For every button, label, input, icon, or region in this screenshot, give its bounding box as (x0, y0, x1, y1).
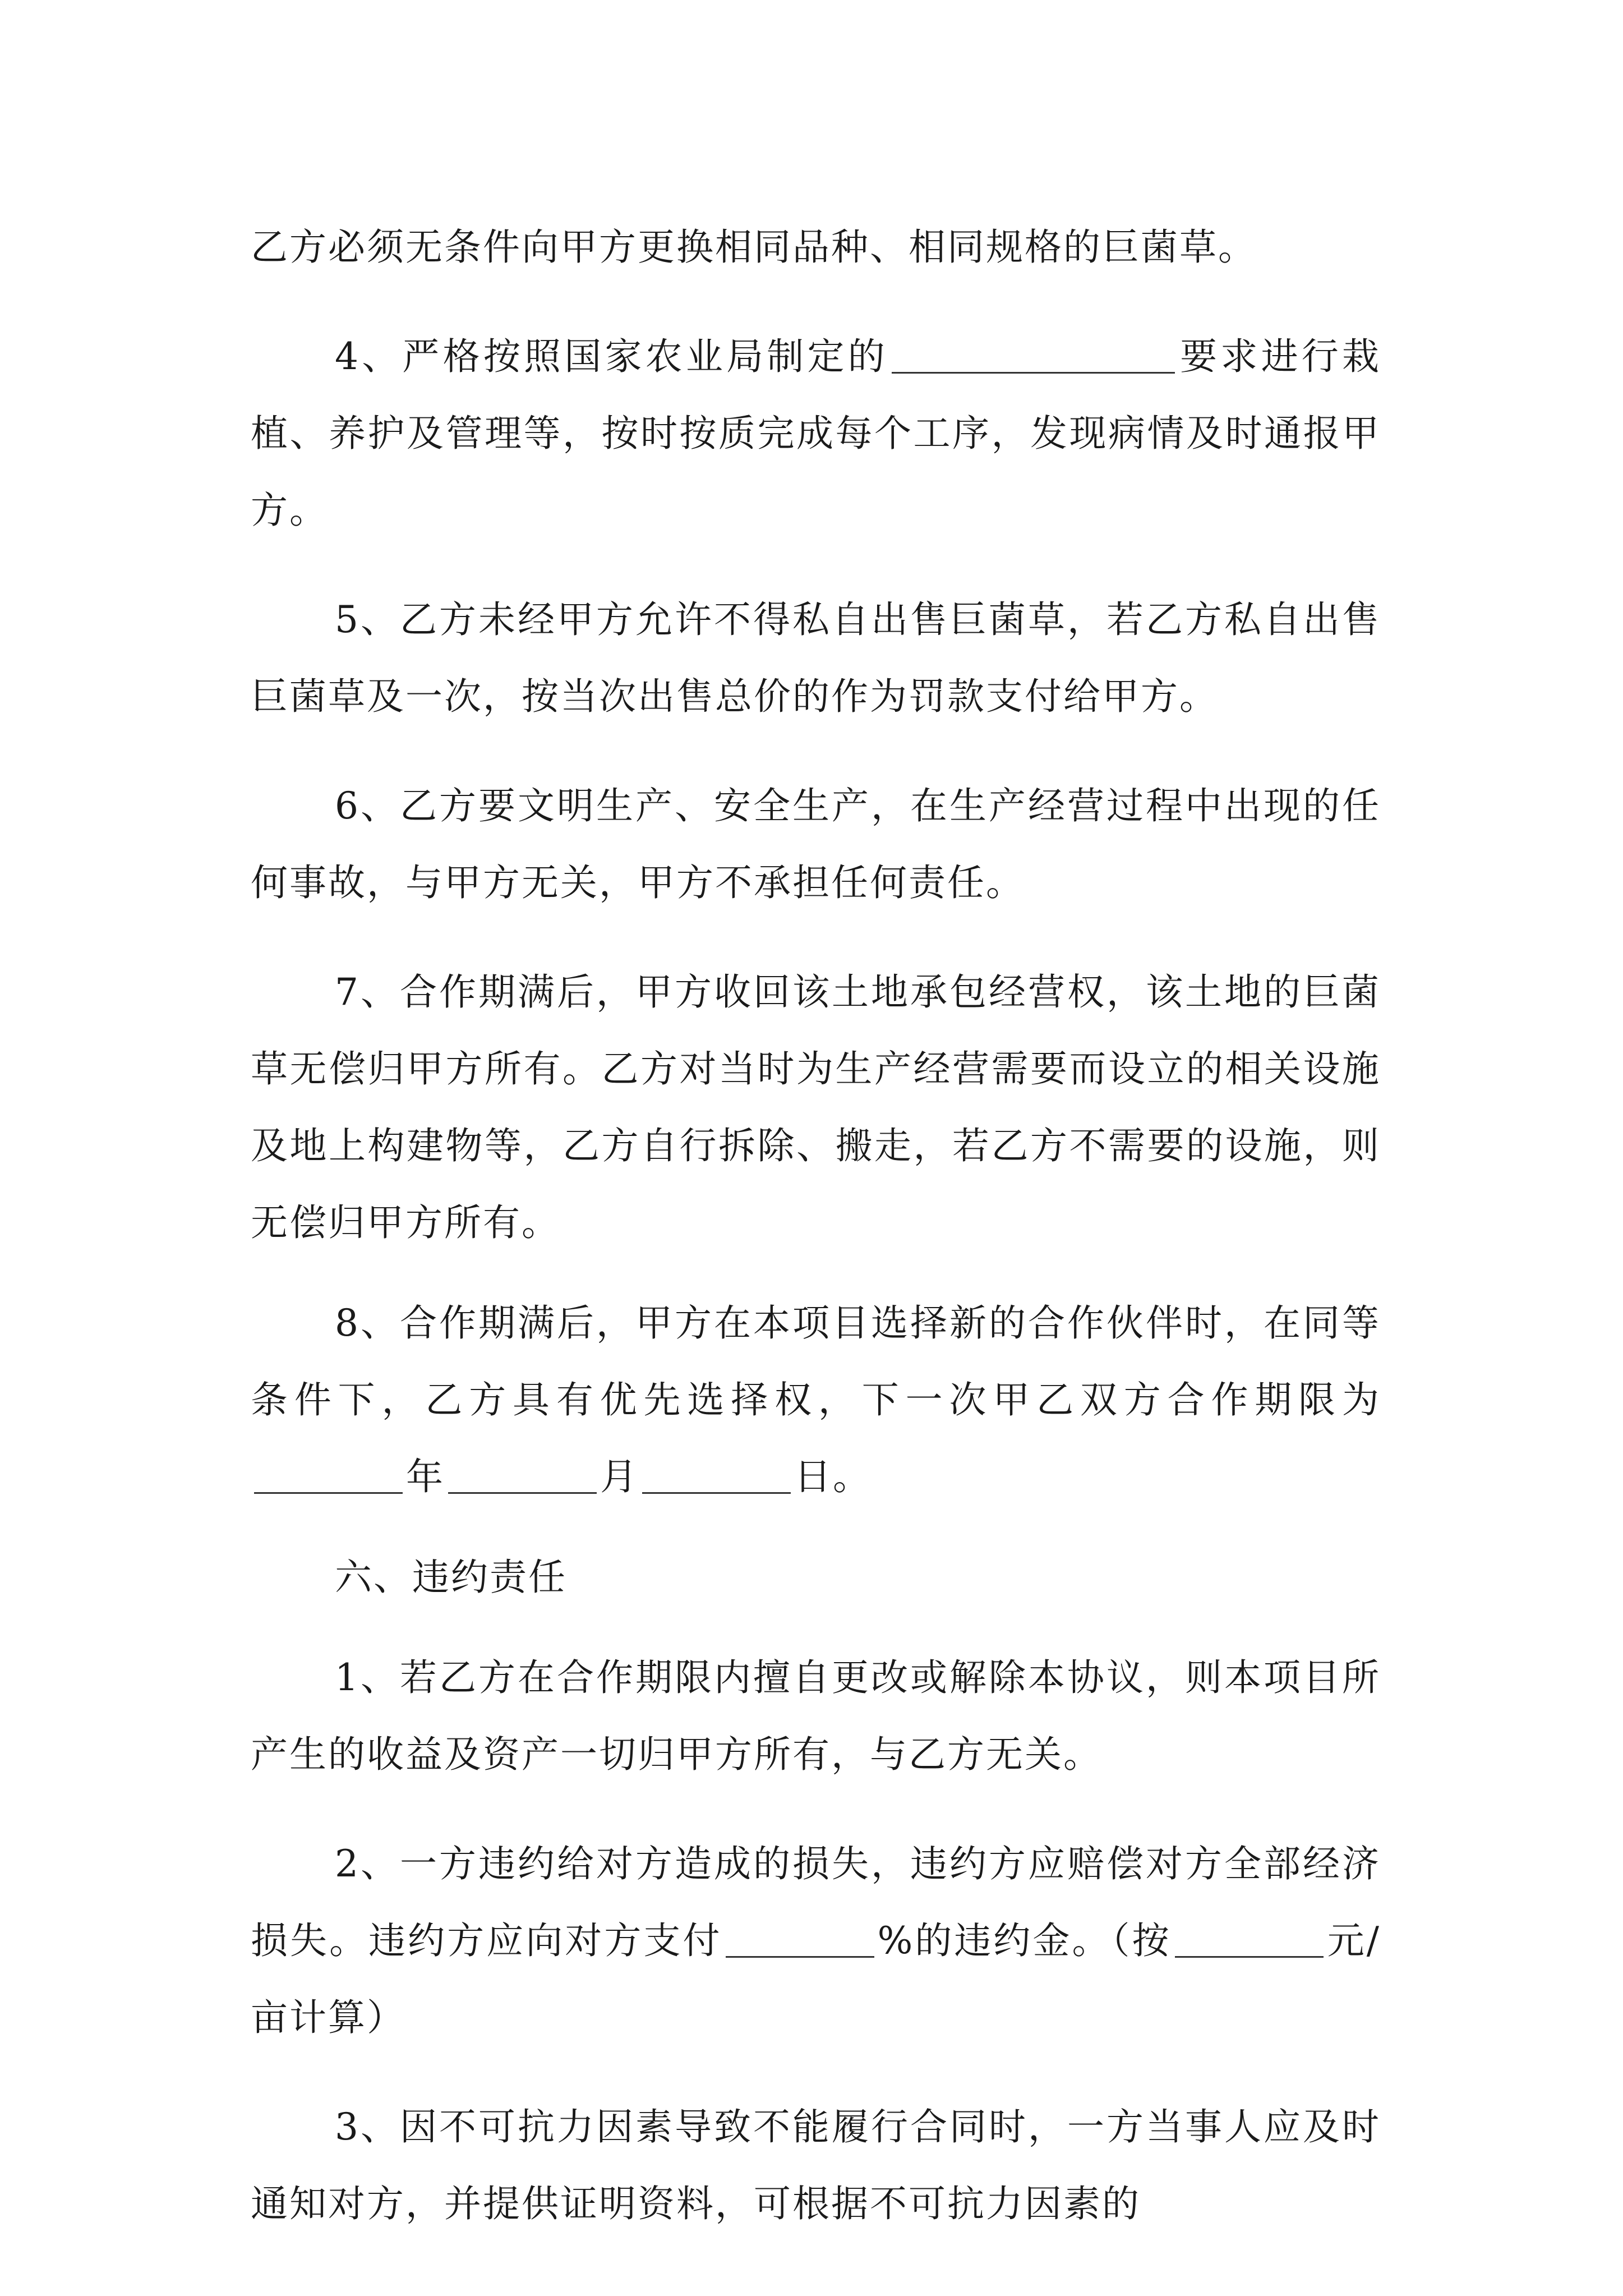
year-blank (254, 1455, 403, 1494)
month-label: 月 (600, 1455, 639, 1498)
year-label: 年 (406, 1455, 445, 1498)
clause-text: 1、若乙方在合作期限内擅自更改或解除本协议，则本项目所产生的收益及资产一切归甲方所有，与乙方无关。 (251, 1656, 1381, 1776)
penalty-clause-2 (251, 1825, 1381, 2056)
day-blank (642, 1455, 791, 1494)
clause-7 (251, 954, 1381, 1261)
clause-5 (251, 581, 1381, 735)
heading-text: 六、违约责任 (335, 1556, 567, 1599)
clause-text: 7、合作期满后，甲方收回该土地承包经营权，该土地的巨菌草无偿归甲方所有。乙方对当时为生产经营需要而设立的相关设施及地上构建物等，乙方自行拆除、搬走，若乙方不需要的设施，则无偿归甲方所有。 (251, 970, 1381, 1244)
contract-text (251, 209, 1381, 2275)
percent-blank (726, 1919, 874, 1958)
penalty-clause-3 (251, 2088, 1381, 2242)
clause-text: 6、乙方要文明生产、安全生产，在生产经营过程中出现的任何事故，与甲方无关，甲方不承担任何责任。 (251, 784, 1381, 904)
clause-text: 要求进行栽植、养护及管理等，按时按质完成每个工序，发现病情及时通报甲方。 (251, 335, 1381, 532)
paragraph-text: 乙方必须无条件向甲方更换相同品种、相同规格的巨菌草。 (251, 226, 1257, 269)
fill-in-blank (892, 335, 1175, 374)
month-blank (448, 1455, 597, 1494)
paragraph-continuation (251, 209, 1381, 286)
clause-text: 2、一方违约给对方造成的损失，违约方应赔偿对方全部经济损失。违约方应向对方支付 (251, 1842, 1381, 1962)
amount-blank (1175, 1919, 1324, 1958)
clause-text: 5、乙方未经甲方允许不得私自出售巨菌草，若乙方私自出售巨菌草及一次，按当次出售总价的作为罚款支付给甲方。 (251, 598, 1381, 718)
section-heading (251, 1539, 1381, 1616)
day-label: 日。 (794, 1455, 872, 1498)
clause-6 (251, 767, 1381, 921)
clause-4 (251, 318, 1381, 549)
penalty-clause-1 (251, 1639, 1381, 1793)
clause-text: %的违约金。（按 (877, 1919, 1172, 1962)
clause-text: 3、因不可抗力因素导致不能履行合同时，一方当事人应及时通知对方，并提供证明资料，可根据不可抗力因素的 (251, 2105, 1381, 2225)
clause-text: 8、合作期满后，甲方在本项目选择新的合作伙伴时，在同等条件下，乙方具有优先选择权，下一次甲乙双方合作期限为 (251, 1301, 1381, 1421)
clause-text: 4、严格按照国家农业局制定的 (335, 335, 888, 378)
clause-8 (251, 1285, 1381, 1515)
clause-text: 元/亩计算） (251, 1919, 1381, 2039)
